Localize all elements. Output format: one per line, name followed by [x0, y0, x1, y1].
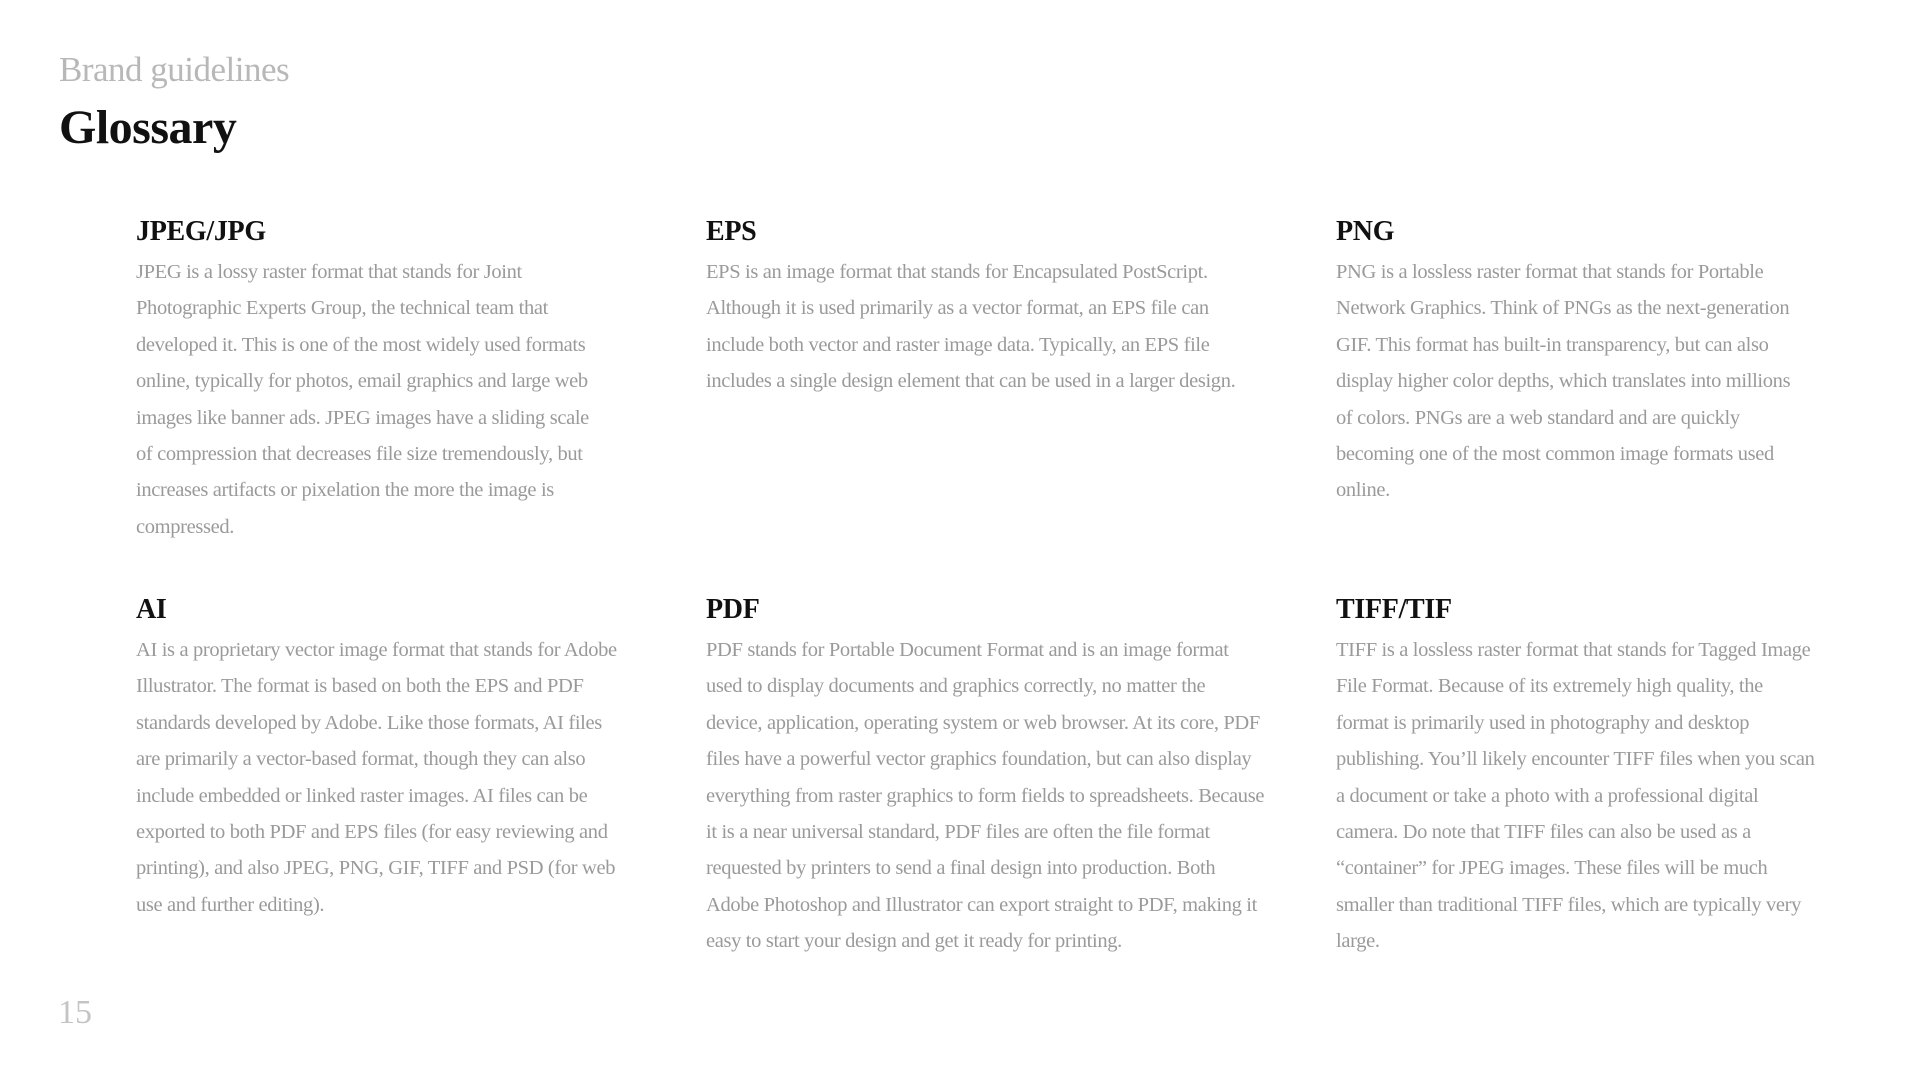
- term-heading: EPS: [706, 216, 757, 247]
- glossary-term-pdf: [706, 596, 1266, 960]
- term-heading: TIFF/TIF: [1336, 594, 1452, 625]
- term-heading: PNG: [1336, 216, 1395, 247]
- term-description: JPEG is a lossy raster format that stands for Joint Photographic Experts Group, the technical team that developed it. This is one of the most widely used formats online, typically for photos, email graphics and large web images like banner ads. JPEG images have a sliding scale of compression that decreases file size tremendously, but increases artifacts or pixelation the more the image is compressed.: [136, 261, 589, 538]
- term-description: PNG is a lossless raster format that stands for Portable Network Graphics. Think of PNGs as the next-generation GIF. This format has built-in transparency, but can also display higher color depths, which translates into millions of colors. PNGs are a web standard and are quickly becoming one of the most common image formats used online.: [1336, 261, 1791, 502]
- glossary-term-jpeg: [136, 218, 626, 545]
- page-number: 15: [58, 994, 92, 1031]
- term-description: EPS is an image format that stands for Encapsulated PostScript. Although it is used primarily as a vector format, an EPS file can include both vector and raster image data. Typically, an EPS file includes a single design element that can be used in a larger design.: [706, 261, 1236, 393]
- glossary-term-tiff: [1336, 596, 1816, 960]
- term-heading: AI: [136, 594, 167, 625]
- section-eyebrow: Brand guidelines: [59, 50, 290, 89]
- page-title: Glossary: [59, 101, 237, 154]
- term-heading: PDF: [706, 594, 760, 625]
- glossary-term-eps: [706, 218, 1266, 400]
- term-description: TIFF is a lossless raster format that stands for Tagged Image File Format. Because of its extremely high quality, the format is primarily used in photography and desktop publishing. You’ll likely encounter TIFF files when you scan a document or take a photo with a professional digital camera. Do note that TIFF files can also be used as a “container” for JPEG images. These files will be much smaller than traditional TIFF files, which are typically very large.: [1336, 639, 1815, 953]
- term-description: AI is a proprietary vector image format that stands for Adobe Illustrator. The format is based on both the EPS and PDF standards developed by Adobe. Like those formats, AI files are primarily a vector-based format, though they can also include embedded or linked raster images. AI files can be exported to both PDF and EPS files (for easy reviewing and printing), and also JPEG, PNG, GIF, TIFF and PSD (for web use and further editing).: [136, 639, 617, 916]
- term-heading: JPEG/JPG: [136, 216, 266, 247]
- term-description: PDF stands for Portable Document Format and is an image format used to display documents and graphics correctly, no matter the device, application, operating system or web browser. At its core, PDF files have a powerful vector graphics foundation, but can also display everything from raster graphics to form fields to spreadsheets. Because it is a near universal standard, PDF files are often the file format requested by printers to send a final design into production. Both Adobe Photoshop and Illustrator can export straight to PDF, making it easy to start your design and get it ready for printing.: [706, 639, 1265, 953]
- glossary-term-png: [1336, 218, 1816, 509]
- glossary-term-ai: [136, 596, 626, 923]
